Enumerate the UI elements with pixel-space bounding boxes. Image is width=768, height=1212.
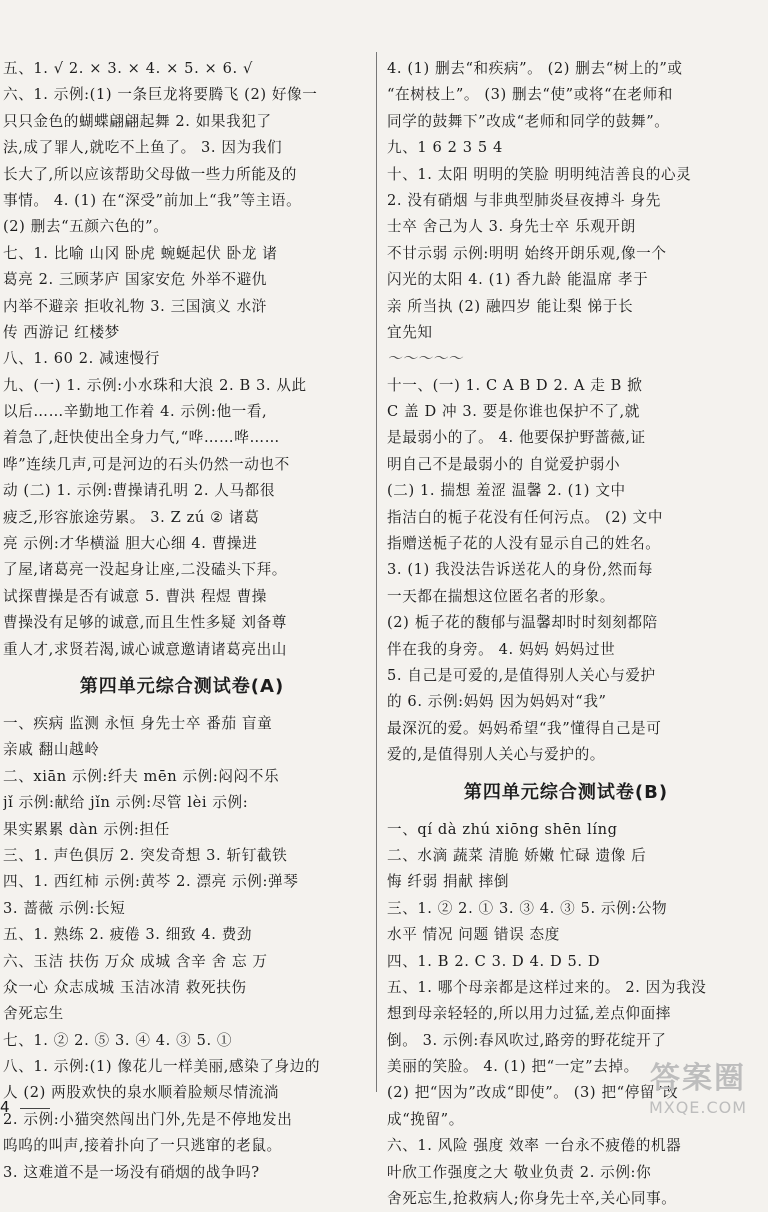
answer-line: 呜呜的叫声,接着扑向了一只逃窜的老鼠。 bbox=[3, 1137, 282, 1155]
answer-line: 5. 自己是可爱的,是值得别人关心与爱护 bbox=[387, 666, 656, 684]
answer-line: 人 (2) 两股欢快的泉水顺着脸颊尽情流淌 bbox=[3, 1084, 280, 1102]
answer-line: 美丽的笑脸。 4. (1) 把“一定”去掉。 bbox=[387, 1058, 639, 1076]
answer-line: 动 (二) 1. 示例:曹操请孔明 2. 人马都很 bbox=[3, 482, 276, 500]
answer-line: 一、疾病 监测 永恒 身先士卒 番茄 盲童 bbox=[3, 714, 273, 732]
answer-line: 4. (1) 删去“和疾病”。 (2) 删去“树上的”或 bbox=[387, 60, 683, 77]
watermark-text: 答案圈 bbox=[650, 1061, 746, 1096]
answer-line: 指赠送栀子花的人没有显示自己的姓名。 bbox=[387, 535, 661, 553]
answer-line: 3. 这难道不是一场没有硝烟的战争吗? bbox=[3, 1163, 260, 1181]
answer-line: 众一心 众志成城 玉洁冰清 救死扶伤 bbox=[3, 978, 247, 996]
answer-line: 六、玉洁 扶伤 万众 成城 含辛 舍 忘 万 bbox=[3, 952, 268, 970]
answer-line: (2) 栀子花的馥郁与温馨却时时刻刻都陪 bbox=[387, 614, 658, 632]
answer-line: 五、1. √ 2. × 3. × 4. × 5. × 6. √ bbox=[3, 60, 253, 77]
answer-line: 五、1. 熟练 2. 疲倦 3. 细致 4. 费劲 bbox=[3, 926, 253, 944]
answer-line: 亮 示例:才华横溢 胆大心细 4. 曹操进 bbox=[3, 535, 258, 553]
answer-line: 士卒 舍己为人 3. 身先士卒 乐观开朗 bbox=[387, 218, 636, 236]
answer-line: 宜先知 bbox=[387, 323, 433, 341]
answer-line: 亲戚 翻山越岭 bbox=[3, 741, 100, 759]
watermark-url: MXQE.COM bbox=[648, 1098, 748, 1117]
answer-line: jǐ 示例:献给 jǐn 示例:尽管 lèi 示例: bbox=[3, 794, 249, 812]
answer-line: 指洁白的栀子花没有任何污点。 (2) 文中 bbox=[387, 508, 664, 526]
answer-line: 舍死忘生 bbox=[3, 1005, 64, 1023]
answer-line: 长大了,所以应该帮助父母做一些力所能及的 bbox=[3, 165, 297, 183]
answer-line: C 盖 D 冲 3. 要是你谁也保护不了,就 bbox=[387, 403, 640, 421]
answer-line: 法,成了罪人,就吃不上鱼了。 3. 因为我们 bbox=[3, 139, 283, 157]
answer-line: 七、1. ② 2. ⑤ 3. ④ 4. ③ 5. ① bbox=[3, 1031, 233, 1049]
answer-line: 倒。 3. 示例:春风吹过,路旁的野花绽开了 bbox=[387, 1031, 667, 1049]
answer-line: (2) 把“因为”改成“即使”。 (3) 把“停留”改 bbox=[387, 1084, 679, 1102]
answer-line: 二、xiān 示例:纤夫 mēn 示例:闷闷不乐 bbox=[3, 767, 280, 785]
answer-line: 果实累累 dàn 示例:担任 bbox=[3, 820, 170, 838]
answer-line: 二、水滴 蔬菜 清脆 娇嫩 忙碌 遗像 后 bbox=[387, 846, 647, 864]
answer-line: 九、1 6 2 3 5 4 bbox=[387, 139, 503, 157]
answer-line: “在树枝上”。 (3) 删去“使”或将“在老师和 bbox=[387, 86, 673, 104]
answer-line: 内举不避亲 拒收礼物 3. 三国演义 水浒 bbox=[3, 297, 267, 315]
page-number-dash bbox=[20, 1108, 50, 1109]
answer-line: 疲乏,形容旅途劳累。 3. Z zú ② 诸葛 bbox=[3, 508, 260, 526]
answer-line: 九、(一) 1. 示例:小水珠和大浪 2. B 3. 从此 bbox=[3, 376, 307, 394]
answer-line: 3. 蔷薇 示例:长短 bbox=[3, 899, 126, 917]
answer-line: 一、qí dà zhú xiōng shēn líng bbox=[387, 820, 618, 838]
answer-line: 了屋,诸葛亮一没起身让座,二没磕头下拜。 bbox=[3, 561, 287, 579]
answer-line: 葛亮 2. 三顾茅庐 国家安危 外举不避仇 bbox=[3, 271, 267, 289]
section-heading: 第四单元综合测试卷(B) bbox=[463, 781, 669, 803]
answer-line: 爱的,是值得别人关心与爱护的。 bbox=[387, 746, 605, 764]
answer-line: 曹操没有足够的诚意,而且生性多疑 刘备尊 bbox=[3, 614, 287, 632]
answer-line: 重人才,求贤若渴,诚心诚意邀请诸葛亮出山 bbox=[3, 640, 287, 658]
answer-line: 传 西游记 红楼梦 bbox=[3, 323, 120, 341]
answer-line: 只只金色的蝴蝶翩翩起舞 2. 如果我犯了 bbox=[3, 112, 272, 130]
answer-line: 四、1. B 2. C 3. D 4. D 5. D bbox=[387, 952, 601, 970]
answer-line: 明自己不是最弱小的 自觉爱护弱小 bbox=[387, 455, 621, 473]
right-column bbox=[387, 56, 745, 1212]
answer-line: 悔 纤弱 捐献 摔倒 bbox=[387, 873, 510, 891]
answer-line: 着急了,赶快使出全身力气,“哗……哗…… bbox=[3, 429, 280, 447]
answer-line: 成“挽留”。 bbox=[387, 1110, 464, 1128]
answer-line: 不甘示弱 示例:明明 始终开朗乐观,像一个 bbox=[387, 244, 667, 262]
answer-line: 试探曹操是否有诚意 5. 曹洪 程煜 曹操 bbox=[3, 587, 267, 605]
answer-line: 哗”连续几声,可是河边的石头仍然一动也不 bbox=[3, 455, 290, 473]
answer-line: 的 6. 示例:妈妈 因为妈妈对“我” bbox=[387, 693, 607, 711]
answer-line: 以后……辛勤地工作着 4. 示例:他一看, bbox=[3, 403, 268, 421]
answer-line: (二) 1. 揣想 羞涩 温馨 2. (1) 文中 bbox=[387, 482, 626, 500]
answer-line: 四、1. 西红柿 示例:黄芩 2. 漂亮 示例:弹琴 bbox=[3, 873, 299, 891]
answer-line: 亲 所当执 (2) 融四岁 能让梨 悌于长 bbox=[387, 297, 634, 315]
answer-line: 水平 情况 问题 错误 态度 bbox=[387, 926, 560, 944]
answer-line: 叶欣工作强度之大 敬业负责 2. 示例:你 bbox=[387, 1163, 652, 1181]
answer-line: 十、1. 太阳 明明的笑脸 明明纯洁善良的心灵 bbox=[387, 165, 692, 183]
answer-line: 六、1. 风险 强度 效率 一台永不疲倦的机器 bbox=[387, 1137, 682, 1155]
answer-line: 想到母亲轻轻的,所以用力过猛,差点仰面摔 bbox=[387, 1005, 671, 1023]
answer-line: 一天都在揣想这位匿名者的形象。 bbox=[387, 587, 615, 605]
answer-line: 六、1. 示例:(1) 一条巨龙将要腾飞 (2) 好像一 bbox=[3, 86, 318, 104]
handwritten-scribble: ～～～～～ bbox=[387, 350, 463, 368]
answer-line: 七、1. 比喻 山冈 卧虎 蜿蜒起伏 卧龙 诸 bbox=[3, 244, 278, 262]
answer-line: 同学的鼓舞下”改成“老师和同学的鼓舞”。 bbox=[387, 112, 670, 130]
answer-line: 3. (1) 我没法告诉送花人的身份,然而每 bbox=[387, 561, 654, 579]
answer-line: 伴在我的身旁。 4. 妈妈 妈妈过世 bbox=[387, 640, 616, 658]
watermark-logo bbox=[638, 1060, 758, 1124]
left-column bbox=[3, 56, 361, 1186]
answer-line: 三、1. 声色俱厉 2. 突发奇想 3. 斩钉截铁 bbox=[3, 846, 288, 864]
answer-line: 十一、(一) 1. C A B D 2. A 走 B 掀 bbox=[387, 376, 643, 394]
answer-line: 舍死忘生,抢救病人;你身先士卒,关心同事。 bbox=[387, 1190, 677, 1208]
section-heading: 第四单元综合测试卷(A) bbox=[79, 675, 285, 697]
answer-line: 是最弱小的了。 4. 他要保护野蔷薇,证 bbox=[387, 429, 646, 447]
answer-line: (2) 删去“五颜六色的”。 bbox=[3, 218, 169, 236]
answer-line: 八、1. 60 2. 减速慢行 bbox=[3, 350, 160, 368]
answer-line: 2. 示例:小猫突然闯出门外,先是不停地发出 bbox=[3, 1110, 293, 1128]
answer-line: 八、1. 示例:(1) 像花儿一样美丽,感染了身边的 bbox=[3, 1058, 321, 1076]
answer-line: 闪光的太阳 4. (1) 香九龄 能温席 孝于 bbox=[387, 271, 649, 289]
answer-line: 五、1. 哪个母亲都是这样过来的。 2. 因为我没 bbox=[387, 978, 707, 996]
page-number: 4 bbox=[0, 1098, 10, 1116]
answer-line: 2. 没有硝烟 与非典型肺炎昼夜搏斗 身先 bbox=[387, 191, 661, 209]
answer-line: 事情。 4. (1) 在“深受”前加上“我”等主语。 bbox=[3, 191, 302, 209]
answer-line: 三、1. ② 2. ① 3. ③ 4. ③ 5. 示例:公物 bbox=[387, 899, 668, 917]
answer-line: 最深沉的爱。妈妈希望“我”懂得自己是可 bbox=[387, 719, 662, 737]
column-divider bbox=[376, 52, 377, 1092]
